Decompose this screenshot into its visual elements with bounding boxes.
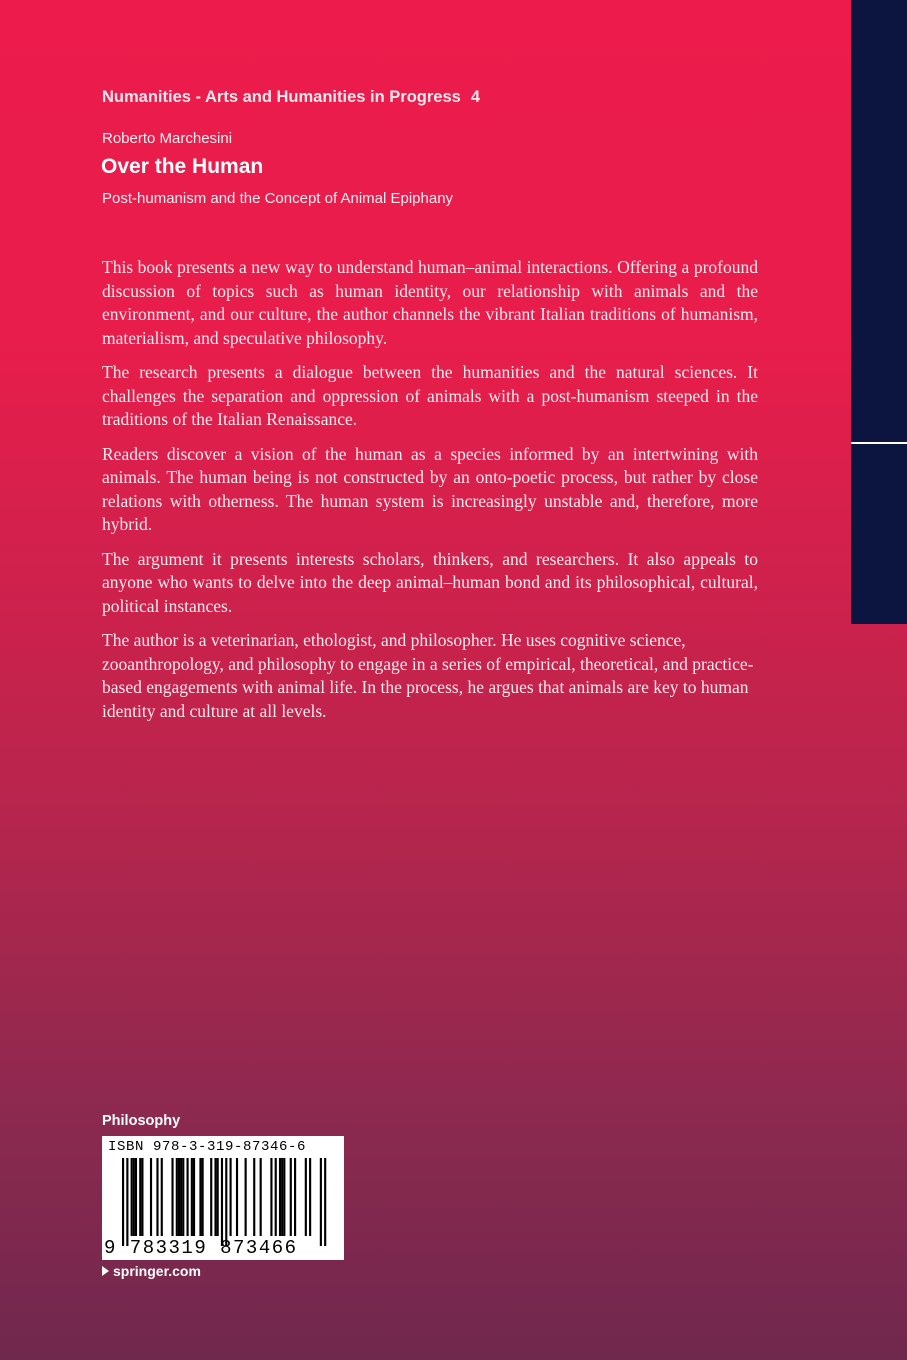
barcode-bar xyxy=(305,1158,307,1236)
barcode-bar xyxy=(225,1158,227,1246)
barcode-bar xyxy=(283,1158,285,1236)
barcode-bar xyxy=(131,1158,133,1236)
barcode-bar xyxy=(217,1158,219,1236)
isbn-label: ISBN 978-3-319-87346-6 xyxy=(108,1139,307,1155)
barcode-bar xyxy=(294,1158,296,1236)
barcode-bar xyxy=(320,1158,322,1246)
barcode-bar xyxy=(161,1158,163,1236)
blurb-paragraph: The research presents a dialogue between the humanities and the natural sciences. It challenges the separation and oppression of animals with a post-humanism steeped in the traditions of the Italian Renaissance. xyxy=(102,362,758,429)
subject-category: Philosophy xyxy=(102,1113,181,1129)
barcode-bar xyxy=(139,1158,141,1236)
barcode-bar xyxy=(156,1158,158,1236)
barcode-bar xyxy=(309,1158,311,1236)
barcode-bar xyxy=(199,1158,201,1236)
barcode-bar xyxy=(180,1158,182,1236)
series-number: 4 xyxy=(470,88,480,106)
barcode-bar xyxy=(178,1158,180,1236)
blurb-paragraph: This book presents a new way to understand human–animal interactions. Offering a profound discussion of topics such as human identity, our relationship with animals and the environment, and our culture, the author channels the vibrant Italian traditions of humanism, materialism, and speculative philosophy. xyxy=(102,257,758,348)
barcode-bar xyxy=(150,1158,152,1236)
barcode-bar xyxy=(176,1158,178,1236)
barcode-bar xyxy=(260,1158,262,1236)
barcode-bar xyxy=(191,1158,193,1236)
barcode-bar xyxy=(279,1158,281,1236)
barcode-bar xyxy=(221,1158,223,1246)
barcode-bar xyxy=(290,1158,292,1236)
back-cover-blurb xyxy=(102,256,758,734)
barcode-bar xyxy=(275,1158,277,1236)
barcode-bar xyxy=(281,1158,283,1236)
barcode-bar xyxy=(245,1158,247,1236)
book-subtitle: Post-humanism and the Concept of Animal Epiphany xyxy=(102,190,454,207)
barcode-bar xyxy=(193,1158,195,1236)
barcode-bar xyxy=(210,1158,212,1236)
author-name: Roberto Marchesini xyxy=(102,130,233,147)
barcode-bar xyxy=(133,1158,135,1236)
series-line xyxy=(102,88,480,107)
spine-navy-band xyxy=(851,0,907,624)
publisher-url: springer.com xyxy=(113,1263,201,1279)
publisher-link[interactable] xyxy=(102,1263,201,1279)
barcode-bar xyxy=(126,1158,128,1246)
barcode-bar xyxy=(135,1158,137,1236)
barcode-bar xyxy=(324,1158,326,1246)
blurb-paragraph: Readers discover a vision of the human as a species informed by an intertwining with animals. The human being is not constructed by an onto-poetic process, but rather by close relations with otherness. The human system is increasingly unstable and, therefore, more hybrid. xyxy=(102,443,758,534)
barcode-bar xyxy=(230,1158,232,1236)
barcode-bar xyxy=(202,1158,204,1236)
book-title: Over the Human xyxy=(101,155,264,178)
barcode-bar xyxy=(187,1158,189,1236)
barcode-bar xyxy=(253,1158,255,1236)
triangle-arrow-icon xyxy=(102,1266,109,1276)
barcode-bar xyxy=(122,1158,124,1246)
blurb-paragraph: The argument it presents interests scholars, thinkers, and researchers. It also appeals to anyone who wants to delve into the deep animal–human bond and its philosophical, cultural, political instances. xyxy=(102,548,758,616)
barcode-bar xyxy=(270,1158,272,1236)
ean-digits: 9 783319 873466 xyxy=(104,1237,298,1259)
barcode-bar xyxy=(214,1158,216,1236)
barcode-bar xyxy=(171,1158,173,1236)
blurb-paragraph: The author is a veterinarian, ethologist, and philosopher. He uses cognitive science, zooanthropology, and philosophy to engage in a series of empirical, theoretical, and practice-based engagements with animal life. In the process, he argues that animals are key to human identity and culture at all levels. xyxy=(102,630,754,721)
spine-white-rule xyxy=(851,442,907,444)
barcode-bar xyxy=(141,1158,143,1236)
series-name: Numanities - Arts and Humanities in Progress xyxy=(102,88,461,106)
barcode-bar xyxy=(236,1158,238,1236)
isbn-barcode xyxy=(102,1136,344,1260)
barcode-bar xyxy=(182,1158,184,1236)
